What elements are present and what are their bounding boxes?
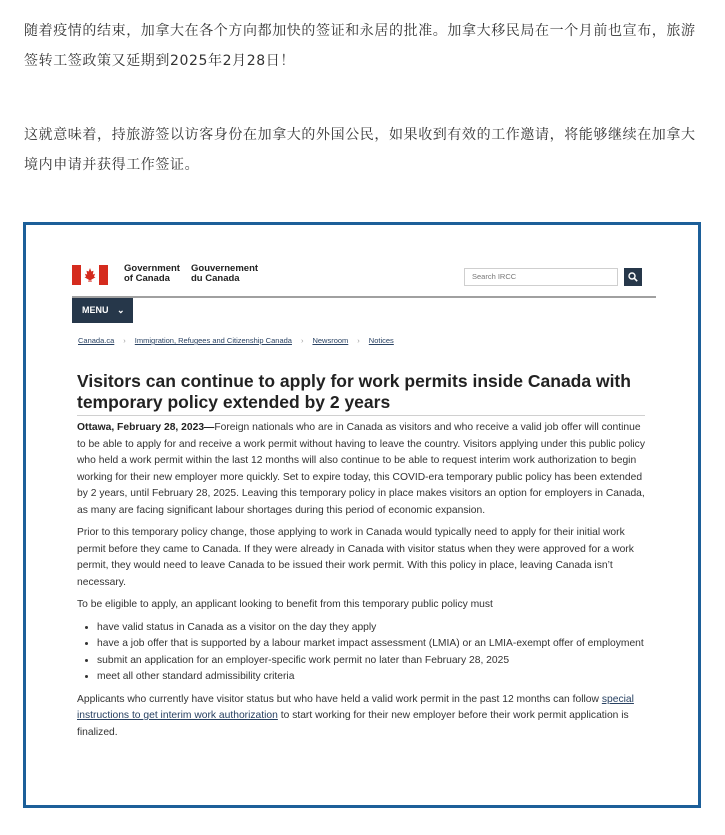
article-paragraph-1 (77, 420, 647, 519)
breadcrumb-link-canada[interactable]: Canada.ca (78, 336, 115, 345)
wordmark-fr-line2: du Canada (191, 273, 240, 284)
menu-button[interactable] (72, 298, 133, 323)
intro-paragraph-1 (24, 16, 704, 76)
title-divider (77, 415, 645, 416)
paragraph-4-lead: Applicants who currently have visitor status but who have held a valid work permit in the past 12 months can follow (77, 693, 602, 705)
search-input[interactable]: Search IRCC (464, 268, 618, 286)
ircc-screenshot-frame (23, 222, 701, 808)
article-paragraph-2: Prior to this temporary policy change, those applying to work in Canada would typically need to apply for their initial work permit before they came to Canada. If they were already in Canada with visitor status when they were approved for a work permit, they would need to leave Canada to be issued their work permit. With this policy in place, leaving Canada isn’t necessary. (77, 527, 634, 588)
list-item: • have valid status in Canada as a visitor on the day they apply (97, 620, 647, 637)
wordmark-fr-line1: Gouvernement (191, 263, 259, 274)
breadcrumb-link-newsroom[interactable]: Newsroom (312, 336, 349, 345)
chevron-down-icon: ⌄ (117, 305, 125, 315)
intro-paragraph-2 (24, 120, 704, 180)
search-icon (628, 272, 638, 282)
wordmark-french (191, 264, 258, 284)
list-item: • meet all other standard admissibility criteria (97, 669, 647, 686)
wordmark-en-line1: Government (124, 263, 180, 274)
search-button[interactable] (624, 268, 642, 286)
article-paragraph-4 (77, 692, 647, 742)
intro-text-1: 随着疫情的结束，加拿大在各个方向都加快的签证和永居的批准。加拿大移民局在一个月前也宣布，旅游签转工签政策又延期到2025年2月28日！ (24, 23, 696, 69)
breadcrumb-link-ircc[interactable]: Immigration, Refugees and Citizenship Canada (134, 336, 292, 345)
breadcrumb-link-notices[interactable]: Notices (368, 336, 394, 345)
wordmark-en-line2: of Canada (124, 273, 170, 284)
article-paragraph-3: To be eligible to apply, an applicant looking to benefit from this temporary public policy must (77, 599, 493, 610)
menu-label: MENU (82, 305, 109, 315)
paragraph-4-tail: to start working for their new employer before their work permit application is finalized. (77, 710, 629, 738)
list-item: • have a job offer that is supported by a labour market impact assessment (LMIA) or an LMIA-exempt offer of employment (97, 636, 647, 653)
intro-text-2: 这就意味着，持旅游签以访客身份在加拿大的外国公民，如果收到有效的工作邀请，将能够继续在加拿大境内申请并获得工作签证。 (24, 127, 696, 173)
list-item: • submit an application for an employer-specific work permit no later than February 28, 2025 (97, 653, 647, 670)
interim-authorization-link[interactable]: special instructions to get interim work authorization (77, 693, 634, 721)
eligibility-list (77, 620, 647, 686)
breadcrumb-separator: › (300, 336, 304, 345)
dateline: Ottawa, February 28, 2023— (77, 422, 215, 433)
page-title: Visitors can continue to apply for work permits inside Canada with temporary policy extended by 2 years (77, 371, 631, 412)
paragraph-1-text: Foreign nationals who are in Canada as visitors and who receive a valid job offer will continue to be able to apply for and receive a work permit without having to leave the country. Visitors applying under this public policy who held a work permit within the last 12 months will also continue to be able to request interim work authorization to begin working for their new employer more quickly. Set to expire today, this COVID-era temporary public policy has been extended by 2 years, until February 28, 2025. Leaving this temporary policy in place makes visitors an option for employers in Canada, as many are facing significant labour shortages during this period of economic expansion. (77, 422, 645, 516)
header-divider (72, 296, 656, 298)
breadcrumb-separator: › (357, 336, 360, 345)
breadcrumb (78, 336, 394, 345)
canada-flag-icon (72, 265, 108, 285)
wordmark-english (124, 264, 180, 284)
article-body (77, 420, 647, 747)
breadcrumb-separator: › (123, 336, 126, 345)
